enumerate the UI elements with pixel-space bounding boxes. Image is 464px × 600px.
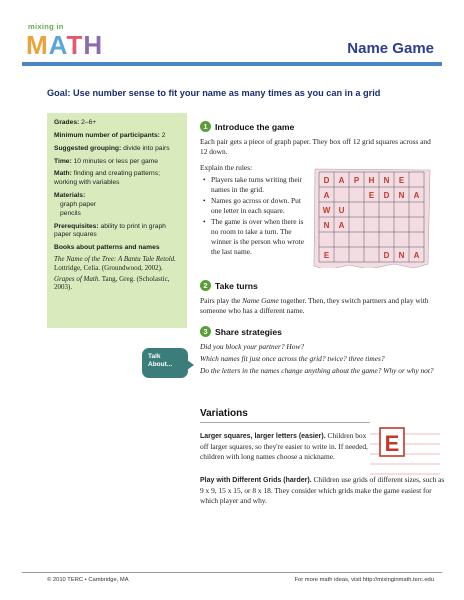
materials-label xyxy=(54,192,180,201)
section-heading-text: Take turns xyxy=(215,280,258,291)
material-item: pencils xyxy=(60,209,81,217)
grid-letter: P xyxy=(353,175,360,185)
time-label: Time: xyxy=(54,157,72,165)
grid-letter: D xyxy=(383,190,390,200)
step-number-badge: 3 xyxy=(200,326,211,337)
math-label: Math: xyxy=(54,170,72,178)
section-introduce-heading xyxy=(200,121,294,132)
step-number-badge: 2 xyxy=(200,280,211,291)
question-item xyxy=(200,366,445,376)
grid-letter: A xyxy=(338,175,345,185)
time-line xyxy=(54,158,180,167)
section-take-turns-heading xyxy=(200,280,258,291)
section-heading-text: Share strategies xyxy=(215,326,282,337)
time-value: 10 minutes or less per game xyxy=(73,157,158,165)
grid-letter: E xyxy=(398,175,405,185)
grades-label: Grades: xyxy=(54,119,80,126)
grid-letter: U xyxy=(338,205,345,215)
book-item xyxy=(54,255,180,273)
grouping-value: divide into pairs xyxy=(123,144,170,152)
grid-letter: N xyxy=(398,250,405,260)
grid-letter: D xyxy=(383,250,390,260)
goal-statement: Goal: Use number sense to fit your name as many times as you can in a grid xyxy=(47,88,381,98)
talk-about-bubble: Talk About... xyxy=(142,348,188,378)
variations-rule xyxy=(200,422,370,423)
variation-label: Larger squares, larger letters (easier). xyxy=(200,433,326,440)
books-label xyxy=(54,244,180,253)
grid-letter: D xyxy=(323,175,330,185)
participants-label: Minimum number of participants: xyxy=(54,131,160,139)
prereq-value: ability to print in graph paper squares xyxy=(54,222,166,239)
grouping-line xyxy=(54,145,180,154)
e-letter: E xyxy=(384,431,400,456)
book-item xyxy=(54,275,180,293)
question-item xyxy=(200,354,445,364)
grid-letter: E xyxy=(368,190,375,200)
step-number-badge: 1 xyxy=(200,121,211,132)
grid-letter: A xyxy=(413,190,420,200)
grid-letter: W xyxy=(322,205,331,215)
logo-small-text: mixing in xyxy=(28,22,64,31)
math-line xyxy=(54,170,180,188)
graph-paper-illustration xyxy=(313,168,441,268)
book-title: The Name of the Tree: A Bantu Tale Retold. xyxy=(54,255,176,264)
math-value: finding and creating patterns; working with variables xyxy=(54,170,160,187)
variation-label: Play with Different Grids (harder). xyxy=(200,477,312,484)
section-share-heading xyxy=(200,326,282,337)
game-name-emphasis: Name Game xyxy=(242,296,279,305)
prereq-line xyxy=(54,223,180,241)
text-segment: together. Then, they switch partners and play with someone who has a different name. xyxy=(200,296,429,316)
logo-math-text xyxy=(26,30,103,61)
question-text: Did you block your partner? How? xyxy=(200,342,305,351)
grades-value: 2–6+ xyxy=(81,119,97,126)
grades-line xyxy=(54,119,180,128)
participants-value: 2 xyxy=(161,131,166,139)
book-title: Grapes of Math. xyxy=(54,274,101,283)
prereq-label: Prerequisites: xyxy=(54,222,99,230)
grid-letter: N xyxy=(398,190,405,200)
material-item: graph paper xyxy=(60,200,97,208)
text-segment: Pairs play the xyxy=(200,296,243,305)
footer-rule xyxy=(22,572,442,573)
grouping-label: Suggested grouping: xyxy=(54,144,122,152)
participants-line xyxy=(54,132,180,141)
intro-paragraph: Each pair gets a piece of graph paper. They box off 12 grid squares across and 12 down. xyxy=(200,137,431,157)
grid-letter: A xyxy=(323,190,330,200)
footer-copyright: © 2010 TERC • Cambridge, MA xyxy=(47,577,129,583)
books-label-text: Books about patterns and names xyxy=(54,244,160,252)
take-turns-paragraph xyxy=(200,296,440,316)
question-text: Do the letters in the names change anything about the game? Why or why not? xyxy=(200,366,434,376)
book-citation: Tang, Greg. (Scholastic, 2003). xyxy=(54,274,170,292)
rules-list xyxy=(203,175,311,259)
logo-letter-a: A xyxy=(48,30,67,60)
grid-letter: N xyxy=(383,175,390,185)
materials-label-text: Materials: xyxy=(54,192,86,200)
variation-text: Children box off larger squares, so they're easier to write in. If needed, children with long names choose a nickname. xyxy=(200,431,368,461)
variation-easier xyxy=(200,431,370,462)
grid-letter: N xyxy=(323,220,330,230)
variation-text: Children use grids of different sizes, such as 9 x 9, 15 x 15, or 8 x 18. They consider which grids make the game easiest for which player and why. xyxy=(200,475,445,505)
header-rule xyxy=(22,62,442,66)
grid-letter: A xyxy=(338,220,345,230)
question-text: Which names fit just once across the grid? twice? three times? xyxy=(200,354,385,364)
logo-letter-h: H xyxy=(83,30,104,60)
book-citation: Lottridge, Celia. (Groundwood, 2002). xyxy=(54,263,163,272)
logo-letter-m: M xyxy=(26,30,49,60)
footer-link[interactable]: For more math ideas, visit http://mixinginmath.terc.edu xyxy=(294,577,434,583)
discussion-questions xyxy=(200,342,445,376)
grid-letter: E xyxy=(323,250,330,260)
section-heading-text: Introduce the game xyxy=(215,121,295,132)
variations-heading: Variations xyxy=(200,408,248,419)
grid-letter: A xyxy=(413,250,420,260)
question-item xyxy=(200,342,445,352)
rules-intro: Explain the rules: xyxy=(200,163,253,172)
rule-item: • The game is over when there is no room to take a turn. The winner is the person who wrote the last name. xyxy=(203,217,311,257)
rule-item: • Players take turns writing their names in the grid. xyxy=(203,175,311,195)
logo-letter-t: T xyxy=(66,30,84,60)
info-sidebar xyxy=(47,113,187,328)
rule-item: • Names go across or down. Put one letter in each square. xyxy=(203,196,311,216)
grid-letter: H xyxy=(368,175,375,185)
large-letter-e-illustration xyxy=(370,420,440,482)
page-title: Name Game xyxy=(347,40,434,57)
